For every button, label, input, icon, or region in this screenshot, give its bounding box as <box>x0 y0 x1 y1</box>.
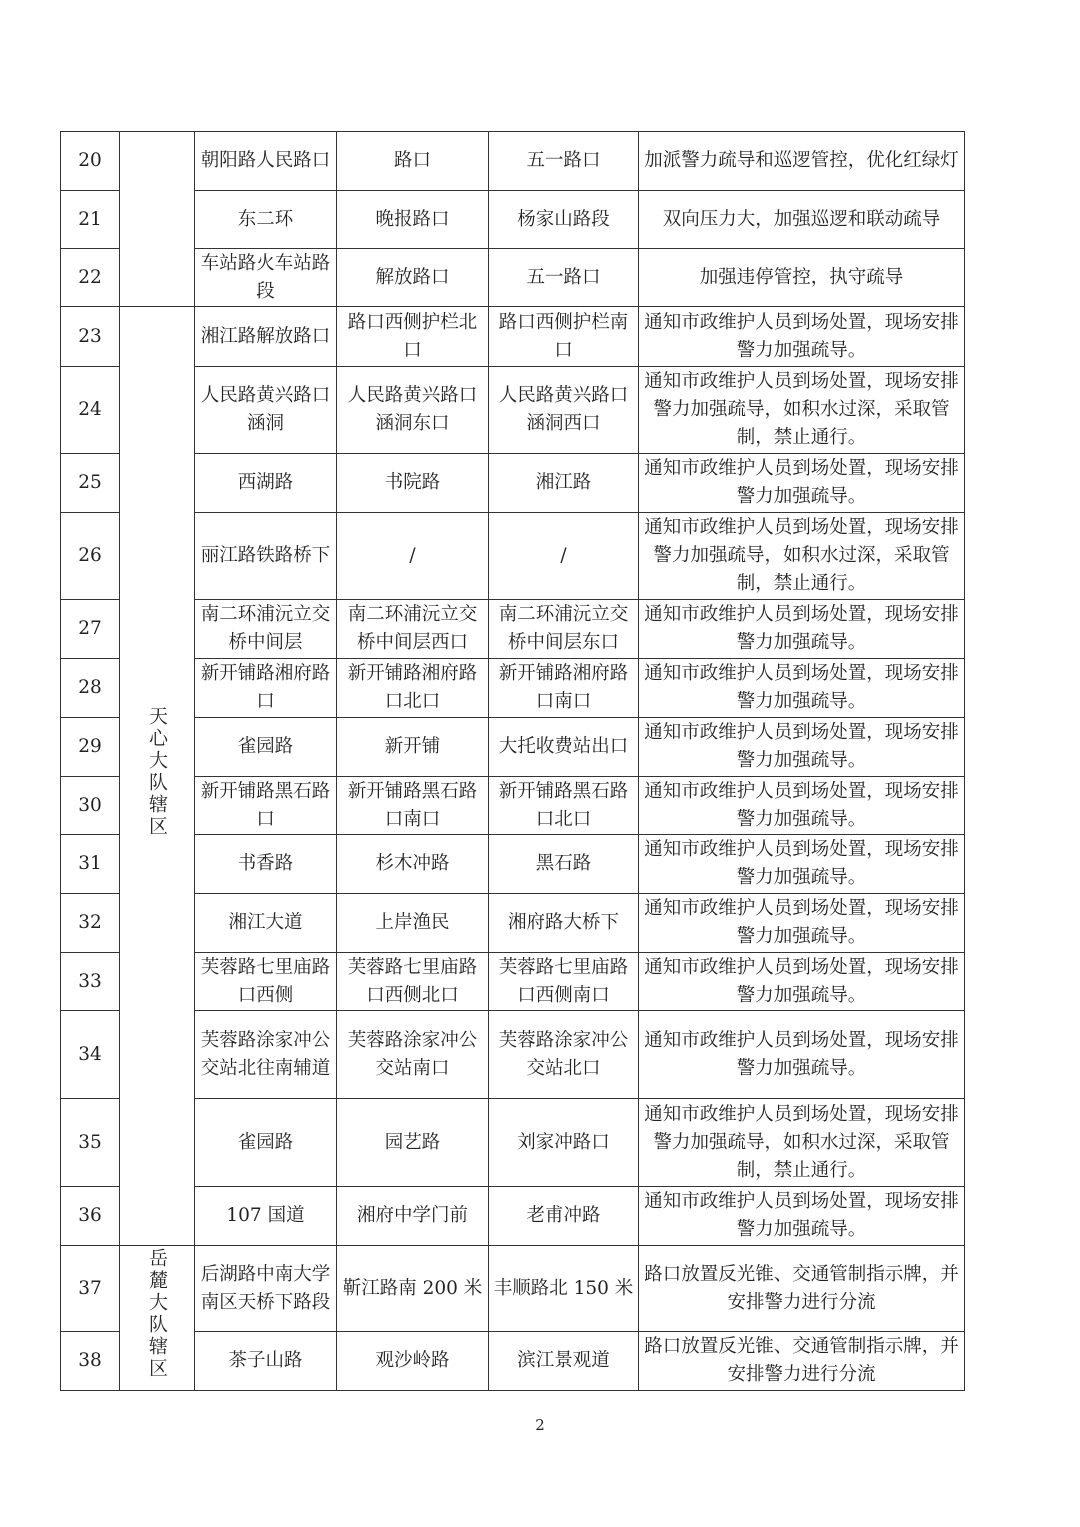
district-cell-tianxin <box>120 307 195 1246</box>
road-name: 茶子山路 <box>195 1332 337 1391</box>
measure-text: 通知市政维护人员到场处置，现场安排警力加强疏导。 <box>639 307 965 367</box>
page-number: 2 <box>535 1416 545 1434</box>
table-row <box>61 513 965 600</box>
end-point: 南二环浦沅立交桥中间层东口 <box>489 600 639 659</box>
district-cell-continued <box>120 132 195 307</box>
row-number: 29 <box>61 718 120 777</box>
end-point: 刘家冲路口 <box>489 1099 639 1187</box>
measure-text: 路口放置反光锥、交通管制指示牌，并安排警力进行分流 <box>639 1246 965 1332</box>
row-number: 36 <box>61 1187 120 1246</box>
measure-text: 通知市政维护人员到场处置，现场安排警力加强疏导，如积水过深，采取管制，禁止通行。 <box>639 513 965 600</box>
start-point: 人民路黄兴路口涵洞东口 <box>337 367 489 454</box>
row-number: 28 <box>61 659 120 718</box>
end-point: 芙蓉路七里庙路口西侧南口 <box>489 953 639 1011</box>
measure-text: 双向压力大，加强巡逻和联动疏导 <box>639 191 965 249</box>
start-point: 书院路 <box>337 454 489 513</box>
road-name: 芙蓉路七里庙路口西侧 <box>195 953 337 1011</box>
row-number: 30 <box>61 777 120 835</box>
table-row <box>61 454 965 513</box>
measure-text: 通知市政维护人员到场处置，现场安排警力加强疏导。 <box>639 659 965 718</box>
road-name: 西湖路 <box>195 454 337 513</box>
measure-text: 通知市政维护人员到场处置，现场安排警力加强疏导。 <box>639 1187 965 1246</box>
start-point: 新开铺 <box>337 718 489 777</box>
row-number: 23 <box>61 307 120 367</box>
road-name: 雀园路 <box>195 718 337 777</box>
end-point: 老甫冲路 <box>489 1187 639 1246</box>
table-row <box>61 132 965 191</box>
row-number: 32 <box>61 894 120 953</box>
measure-text: 通知市政维护人员到场处置，现场安排警力加强疏导。 <box>639 600 965 659</box>
row-number: 22 <box>61 249 120 307</box>
table-row <box>61 600 965 659</box>
start-point: 杉木冲路 <box>337 835 489 894</box>
row-number: 24 <box>61 367 120 454</box>
road-name: 新开铺路黑石路口 <box>195 777 337 835</box>
measure-text: 加派警力疏导和巡逻管控，优化红绿灯 <box>639 132 965 191</box>
road-name: 湘江大道 <box>195 894 337 953</box>
table-row <box>61 777 965 835</box>
row-number: 33 <box>61 953 120 1011</box>
start-point: 新开铺路湘府路口北口 <box>337 659 489 718</box>
measure-text: 加强违停管控，执守疏导 <box>639 249 965 307</box>
end-point: 新开铺路黑石路口北口 <box>489 777 639 835</box>
measure-text: 通知市政维护人员到场处置，现场安排警力加强疏导。 <box>639 718 965 777</box>
start-point: 路口 <box>337 132 489 191</box>
start-point: 解放路口 <box>337 249 489 307</box>
road-name: 新开铺路湘府路口 <box>195 659 337 718</box>
table-row <box>61 718 965 777</box>
road-name: 芙蓉路涂家冲公交站北往南辅道 <box>195 1011 337 1099</box>
row-number: 25 <box>61 454 120 513</box>
measure-text: 通知市政维护人员到场处置，现场安排警力加强疏导，如积水过深，采取管制，禁止通行。 <box>639 367 965 454</box>
end-point: / <box>489 513 639 600</box>
end-point: 人民路黄兴路口涵洞西口 <box>489 367 639 454</box>
start-point: 湘府中学门前 <box>337 1187 489 1246</box>
measure-text: 通知市政维护人员到场处置，现场安排警力加强疏导。 <box>639 894 965 953</box>
row-number: 31 <box>61 835 120 894</box>
table-row <box>61 1246 965 1332</box>
table-row <box>61 1187 965 1246</box>
measure-text: 路口放置反光锥、交通管制指示牌，并安排警力进行分流 <box>639 1332 965 1391</box>
end-point: 黑石路 <box>489 835 639 894</box>
start-point: 新开铺路黑石路口南口 <box>337 777 489 835</box>
district-label-yuelu: 岳麓大队辖区 <box>146 1247 168 1380</box>
row-number: 34 <box>61 1011 120 1099</box>
table-row <box>61 894 965 953</box>
row-number: 21 <box>61 191 120 249</box>
measure-text: 通知市政维护人员到场处置，现场安排警力加强疏导。 <box>639 953 965 1011</box>
table-row <box>61 249 965 307</box>
end-point: 路口西侧护栏南口 <box>489 307 639 367</box>
row-number: 37 <box>61 1246 120 1332</box>
district-label-tianxin: 天心大队辖区 <box>146 705 168 838</box>
row-number: 35 <box>61 1099 120 1187</box>
measure-text: 通知市政维护人员到场处置，现场安排警力加强疏导。 <box>639 835 965 894</box>
flood-road-table <box>60 131 965 1391</box>
end-point: 丰顺路北 150 米 <box>489 1246 639 1332</box>
table-row <box>61 1099 965 1187</box>
end-point: 新开铺路湘府路口南口 <box>489 659 639 718</box>
row-number: 38 <box>61 1332 120 1391</box>
road-name: 雀园路 <box>195 1099 337 1187</box>
road-name: 丽江路铁路桥下 <box>195 513 337 600</box>
measure-text: 通知市政维护人员到场处置，现场安排警力加强疏导，如积水过深，采取管制，禁止通行。 <box>639 1099 965 1187</box>
table-row <box>61 835 965 894</box>
row-number: 20 <box>61 132 120 191</box>
road-name: 湘江路解放路口 <box>195 307 337 367</box>
start-point: 南二环浦沅立交桥中间层西口 <box>337 600 489 659</box>
end-point: 湘府路大桥下 <box>489 894 639 953</box>
start-point: 芙蓉路七里庙路口西侧北口 <box>337 953 489 1011</box>
end-point: 滨江景观道 <box>489 1332 639 1391</box>
start-point: 上岸渔民 <box>337 894 489 953</box>
measure-text: 通知市政维护人员到场处置，现场安排警力加强疏导。 <box>639 454 965 513</box>
table-row <box>61 953 965 1011</box>
road-name: 人民路黄兴路口涵洞 <box>195 367 337 454</box>
start-point: 园艺路 <box>337 1099 489 1187</box>
road-name: 车站路火车站路段 <box>195 249 337 307</box>
table-row <box>61 659 965 718</box>
table-row <box>61 307 965 367</box>
road-name: 南二环浦沅立交桥中间层 <box>195 600 337 659</box>
end-point: 芙蓉路涂家冲公交站北口 <box>489 1011 639 1099</box>
road-name: 后湖路中南大学南区天桥下路段 <box>195 1246 337 1332</box>
table-row <box>61 1332 965 1391</box>
road-name: 东二环 <box>195 191 337 249</box>
start-point: 靳江路南 200 米 <box>337 1246 489 1332</box>
measure-text: 通知市政维护人员到场处置，现场安排警力加强疏导。 <box>639 777 965 835</box>
end-point: 大托收费站出口 <box>489 718 639 777</box>
start-point: 芙蓉路涂家冲公交站南口 <box>337 1011 489 1099</box>
start-point: 晚报路口 <box>337 191 489 249</box>
measure-text: 通知市政维护人员到场处置，现场安排警力加强疏导。 <box>639 1011 965 1099</box>
end-point: 湘江路 <box>489 454 639 513</box>
table-row <box>61 1011 965 1099</box>
start-point: 观沙岭路 <box>337 1332 489 1391</box>
table-row <box>61 191 965 249</box>
district-cell-yuelu <box>120 1246 195 1391</box>
row-number: 26 <box>61 513 120 600</box>
end-point: 杨家山路段 <box>489 191 639 249</box>
row-number: 27 <box>61 600 120 659</box>
road-name: 朝阳路人民路口 <box>195 132 337 191</box>
start-point: 路口西侧护栏北口 <box>337 307 489 367</box>
table-row <box>61 367 965 454</box>
start-point: / <box>337 513 489 600</box>
end-point: 五一路口 <box>489 132 639 191</box>
end-point: 五一路口 <box>489 249 639 307</box>
road-name: 书香路 <box>195 835 337 894</box>
road-name: 107 国道 <box>195 1187 337 1246</box>
